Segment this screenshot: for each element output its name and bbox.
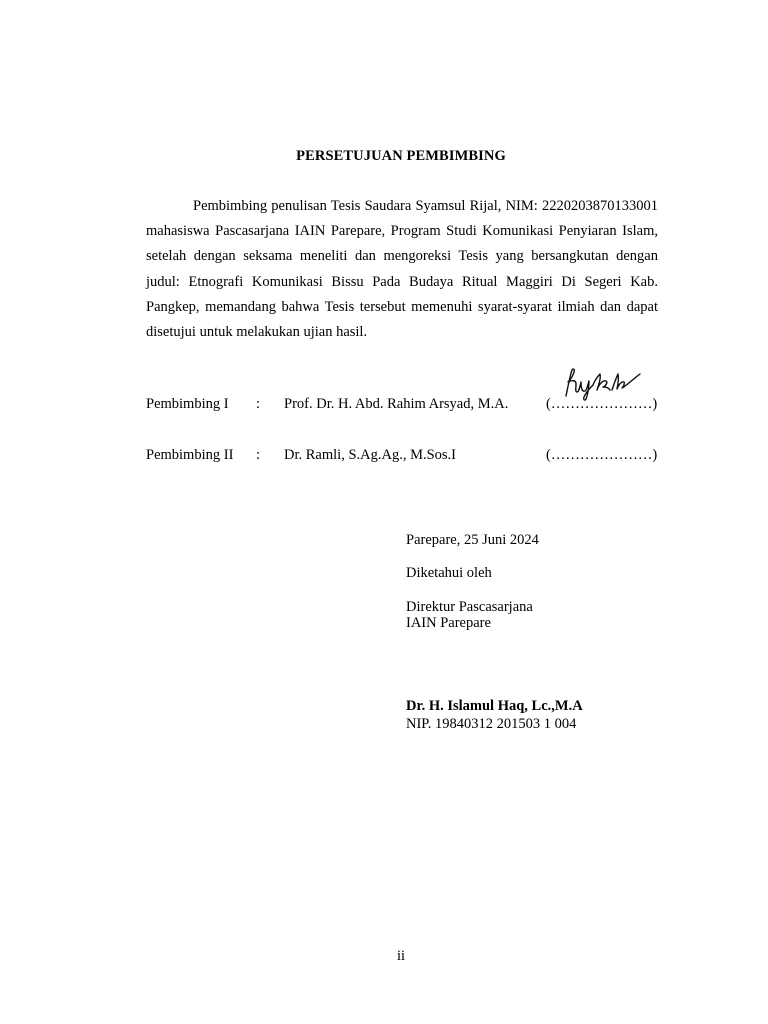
supervisor-2-colon: :	[256, 447, 261, 463]
supervisor-2-name: Dr. Ramli, S.Ag.Ag., M.Sos.I	[284, 447, 457, 463]
director-name: Dr. H. Islamul Haq, Lc.,M.A	[406, 698, 583, 714]
supervisor-2-signature-field: (…………………)	[546, 447, 658, 463]
signature-icon	[562, 366, 644, 402]
place-date: Parepare, 25 Juni 2024	[406, 532, 539, 548]
supervisor-1-signature-field: (…………………)	[546, 396, 658, 412]
supervisor-1-name: Prof. Dr. H. Abd. Rahim Arsyad, M.A.	[284, 396, 509, 412]
institution-name: IAIN Parepare	[406, 615, 491, 631]
supervisor-1-colon: :	[256, 396, 261, 412]
supervisor-1-label: Pembimbing I	[146, 396, 229, 412]
supervisor-row-2	[146, 447, 676, 467]
approval-paragraph: Pembimbing penulisan Tesis Saudara Syamsul Rijal, NIM: 2220203870133001 mahasiswa Pascasarjana IAIN Parepare, Program Studi Komunikasi Penyiaran Islam, setelah dengan seksama meneliti dan mengoreksi Tesis yang bersangkutan dengan judul: Etnografi Komunikasi Bissu Pada Budaya Ritual Maggiri Di Segeri Kab. Pangkep, memandang bahwa Tesis tersebut memenuhi syarat-syarat ilmiah dan dapat disetujui untuk melakukan ujian hasil.	[146, 198, 658, 341]
director-title: Direktur Pascasarjana	[406, 599, 533, 615]
page-number: ii	[396, 948, 406, 964]
supervisor-2-label: Pembimbing II	[146, 447, 234, 463]
director-nip: NIP. 19840312 201503 1 004	[406, 716, 577, 732]
page-title: PERSETUJUAN PEMBIMBING	[296, 148, 506, 164]
acknowledged-by: Diketahui oleh	[406, 565, 492, 581]
